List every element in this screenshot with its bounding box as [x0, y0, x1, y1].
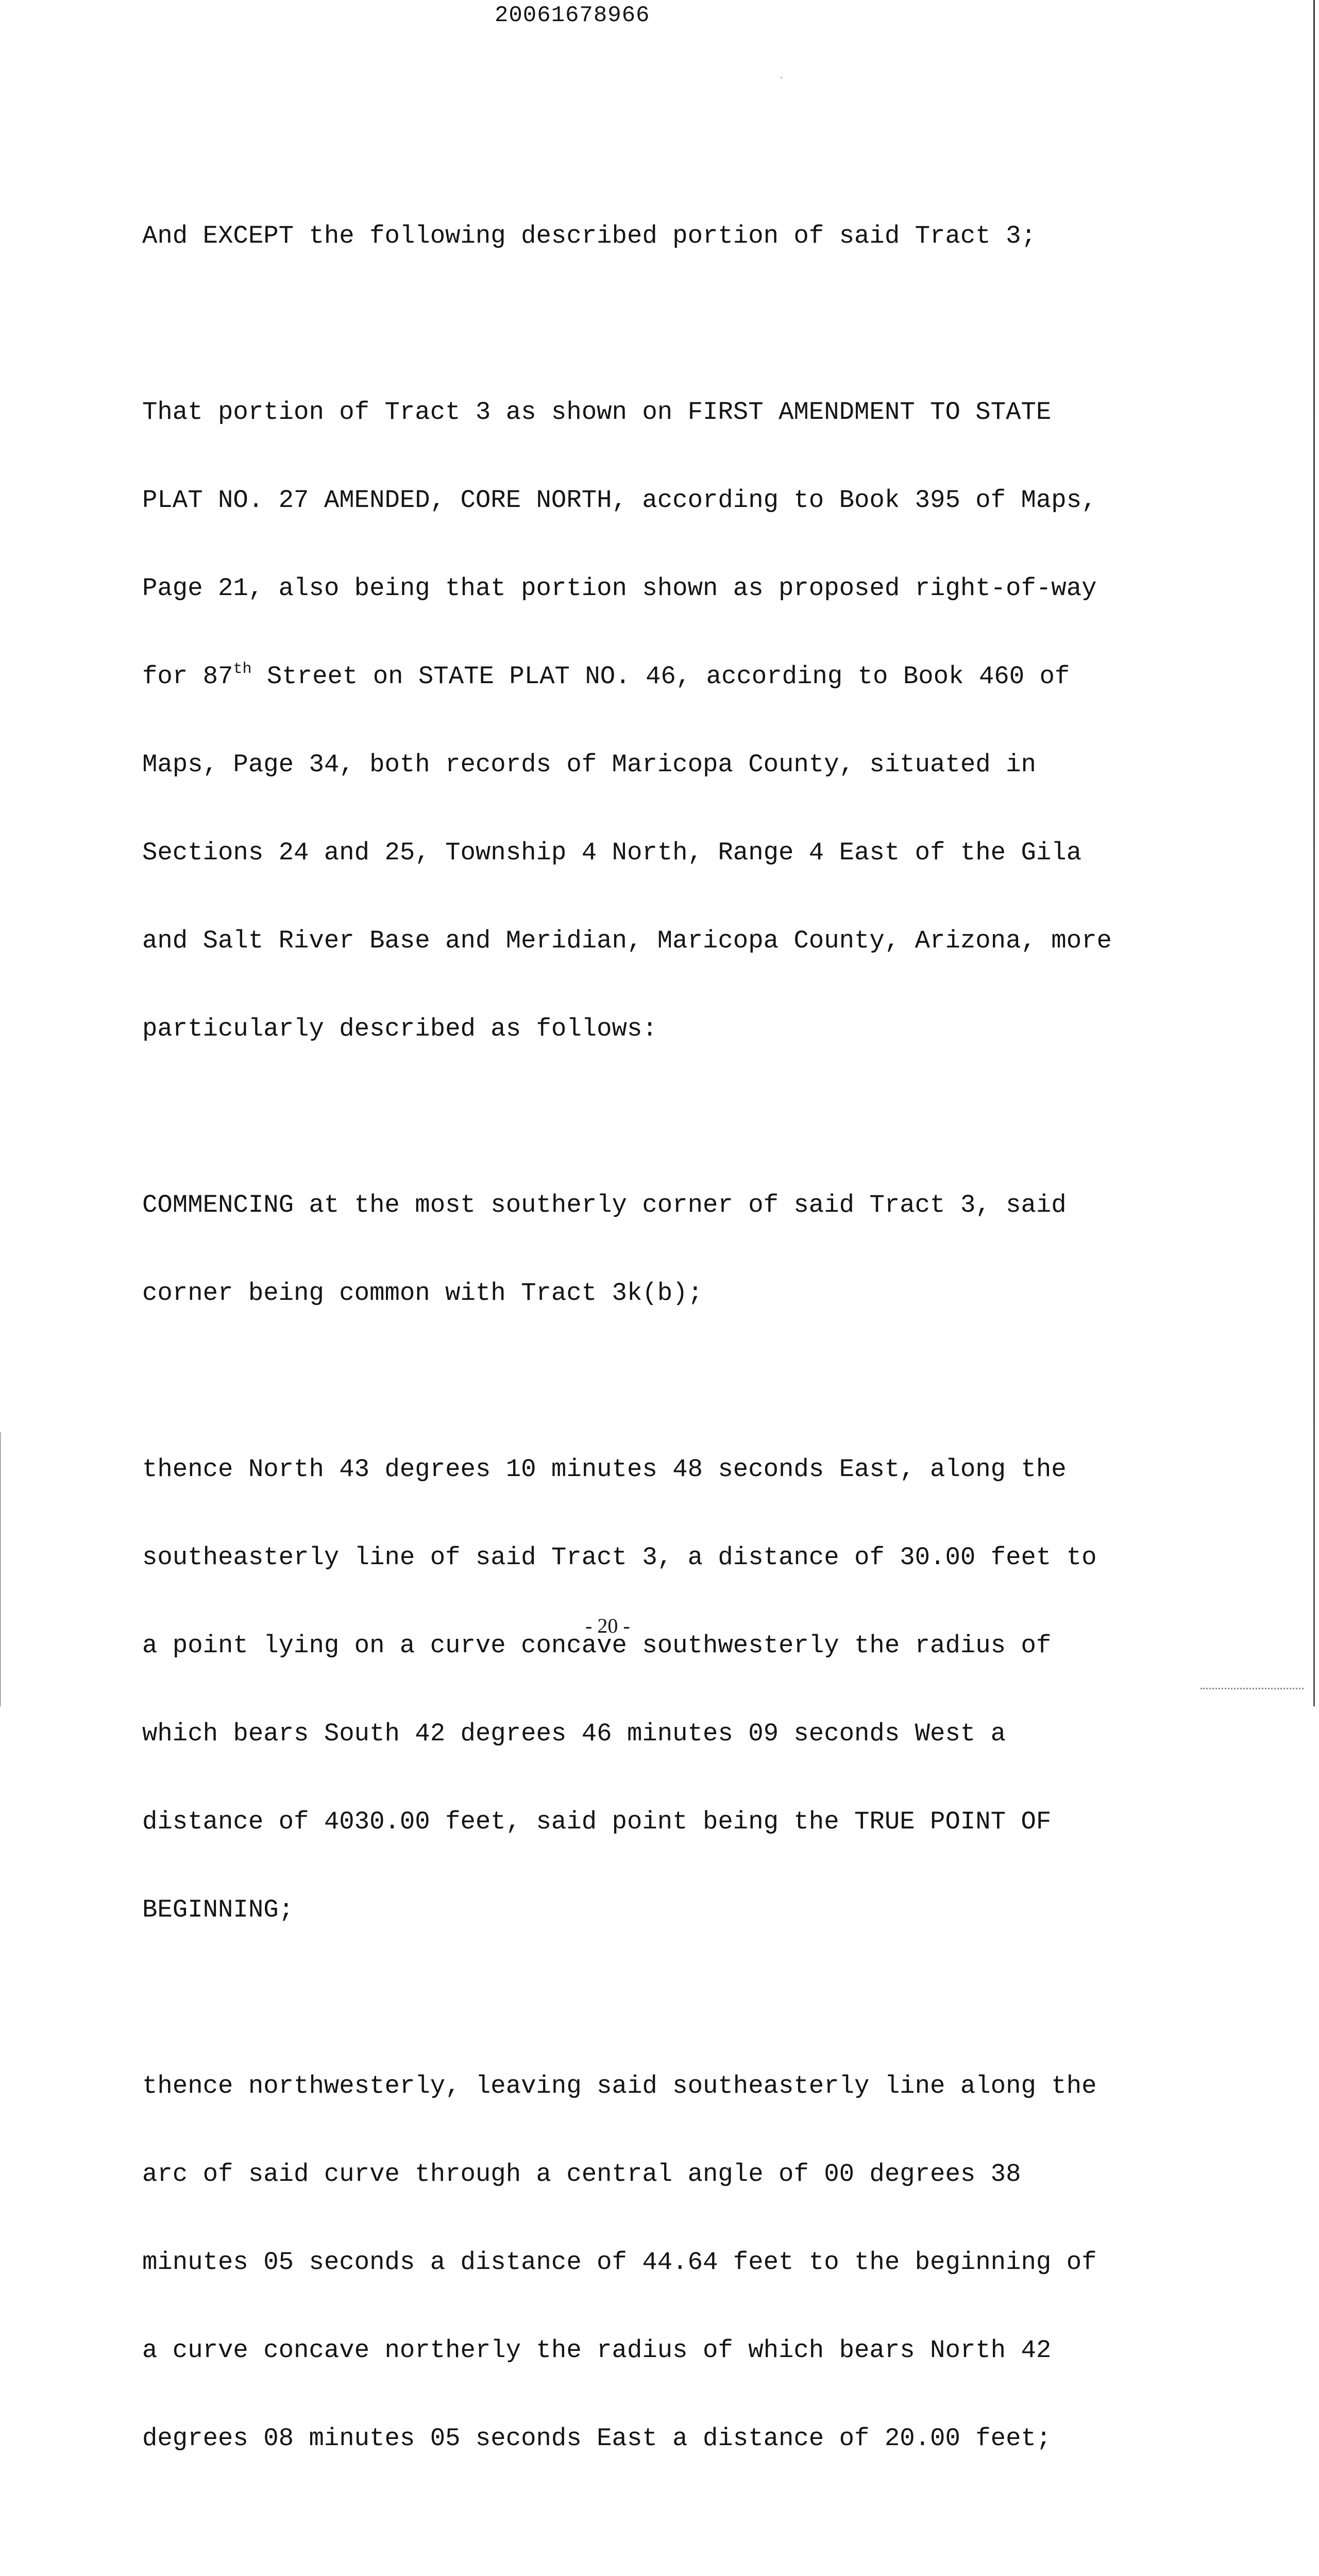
text-line: Page 21, also being that portion shown as proposed right-of-way [142, 574, 1097, 603]
text-segment: for 87 [142, 662, 233, 691]
paragraph-northwesterly-course [142, 2013, 1301, 2512]
scan-edge-right [1313, 0, 1315, 1706]
ordinal-superscript: th [233, 660, 252, 678]
text-line: which bears South 42 degrees 46 minutes 09 seconds West a [142, 1719, 1006, 1748]
text-line: distance of 4030.00 feet, said point being the TRUE POINT OF [142, 1807, 1052, 1836]
page-number: - 20 - [585, 1614, 630, 1637]
text-line: BEGINNING; [142, 1895, 294, 1924]
paragraph-tract-description [142, 339, 1301, 1103]
text-line: thence North 43 degrees 10 minutes 48 seconds East, along the [142, 1455, 1067, 1484]
scan-speck [781, 77, 782, 78]
text-line: Sections 24 and 25, Township 4 North, Range 4 East of the Gila [142, 838, 1082, 867]
text-line: thence northwesterly, leaving said southeasterly line along the [142, 2072, 1097, 2100]
text-line: degrees 08 minutes 05 seconds East a distance of 20.00 feet; [142, 2424, 1052, 2453]
text-line: And EXCEPT the following described portion of said Tract 3; [142, 222, 1036, 250]
paragraph-easterly-course [142, 2541, 1301, 2576]
text-line: a curve concave northerly the radius of which bears North 42 [142, 2336, 1052, 2365]
text-line: corner being common with Tract 3k(b); [142, 1279, 703, 1308]
text-line: southeasterly line of said Tract 3, a distance of 30.00 feet to [142, 1543, 1097, 1572]
text-line: minutes 05 seconds a distance of 44.64 feet to the beginning of [142, 2248, 1097, 2277]
text-segment: Street on STATE PLAT NO. 46, according to Book 460 of [251, 662, 1070, 691]
text-line: COMMENCING at the most southerly corner of said Tract 3, said [142, 1191, 1067, 1219]
text-line-with-superscript [142, 662, 1301, 691]
scan-edge-left [0, 1432, 1, 1706]
paragraph-true-point-of-beginning [142, 1396, 1301, 1984]
text-line: Maps, Page 34, both records of Maricopa County, situated in [142, 750, 1036, 779]
text-line: That portion of Tract 3 as shown on FIRST AMENDMENT TO STATE [142, 398, 1052, 427]
text-line: arc of said curve through a central angle of 00 degrees 38 [142, 2160, 1021, 2189]
text-line: PLAT NO. 27 AMENDED, CORE NORTH, according to Book 395 of Maps, [142, 486, 1097, 515]
text-line: a point lying on a curve concave southwesterly the radius of [142, 1631, 1052, 1660]
recording-number: 20061678966 [495, 3, 650, 28]
legal-description [142, 163, 1301, 2576]
paragraph-except [142, 163, 1301, 310]
paragraph-commencing [142, 1132, 1301, 1367]
text-line: and Salt River Base and Meridian, Maricopa County, Arizona, more [142, 926, 1112, 955]
text-line: particularly described as follows: [142, 1014, 657, 1043]
